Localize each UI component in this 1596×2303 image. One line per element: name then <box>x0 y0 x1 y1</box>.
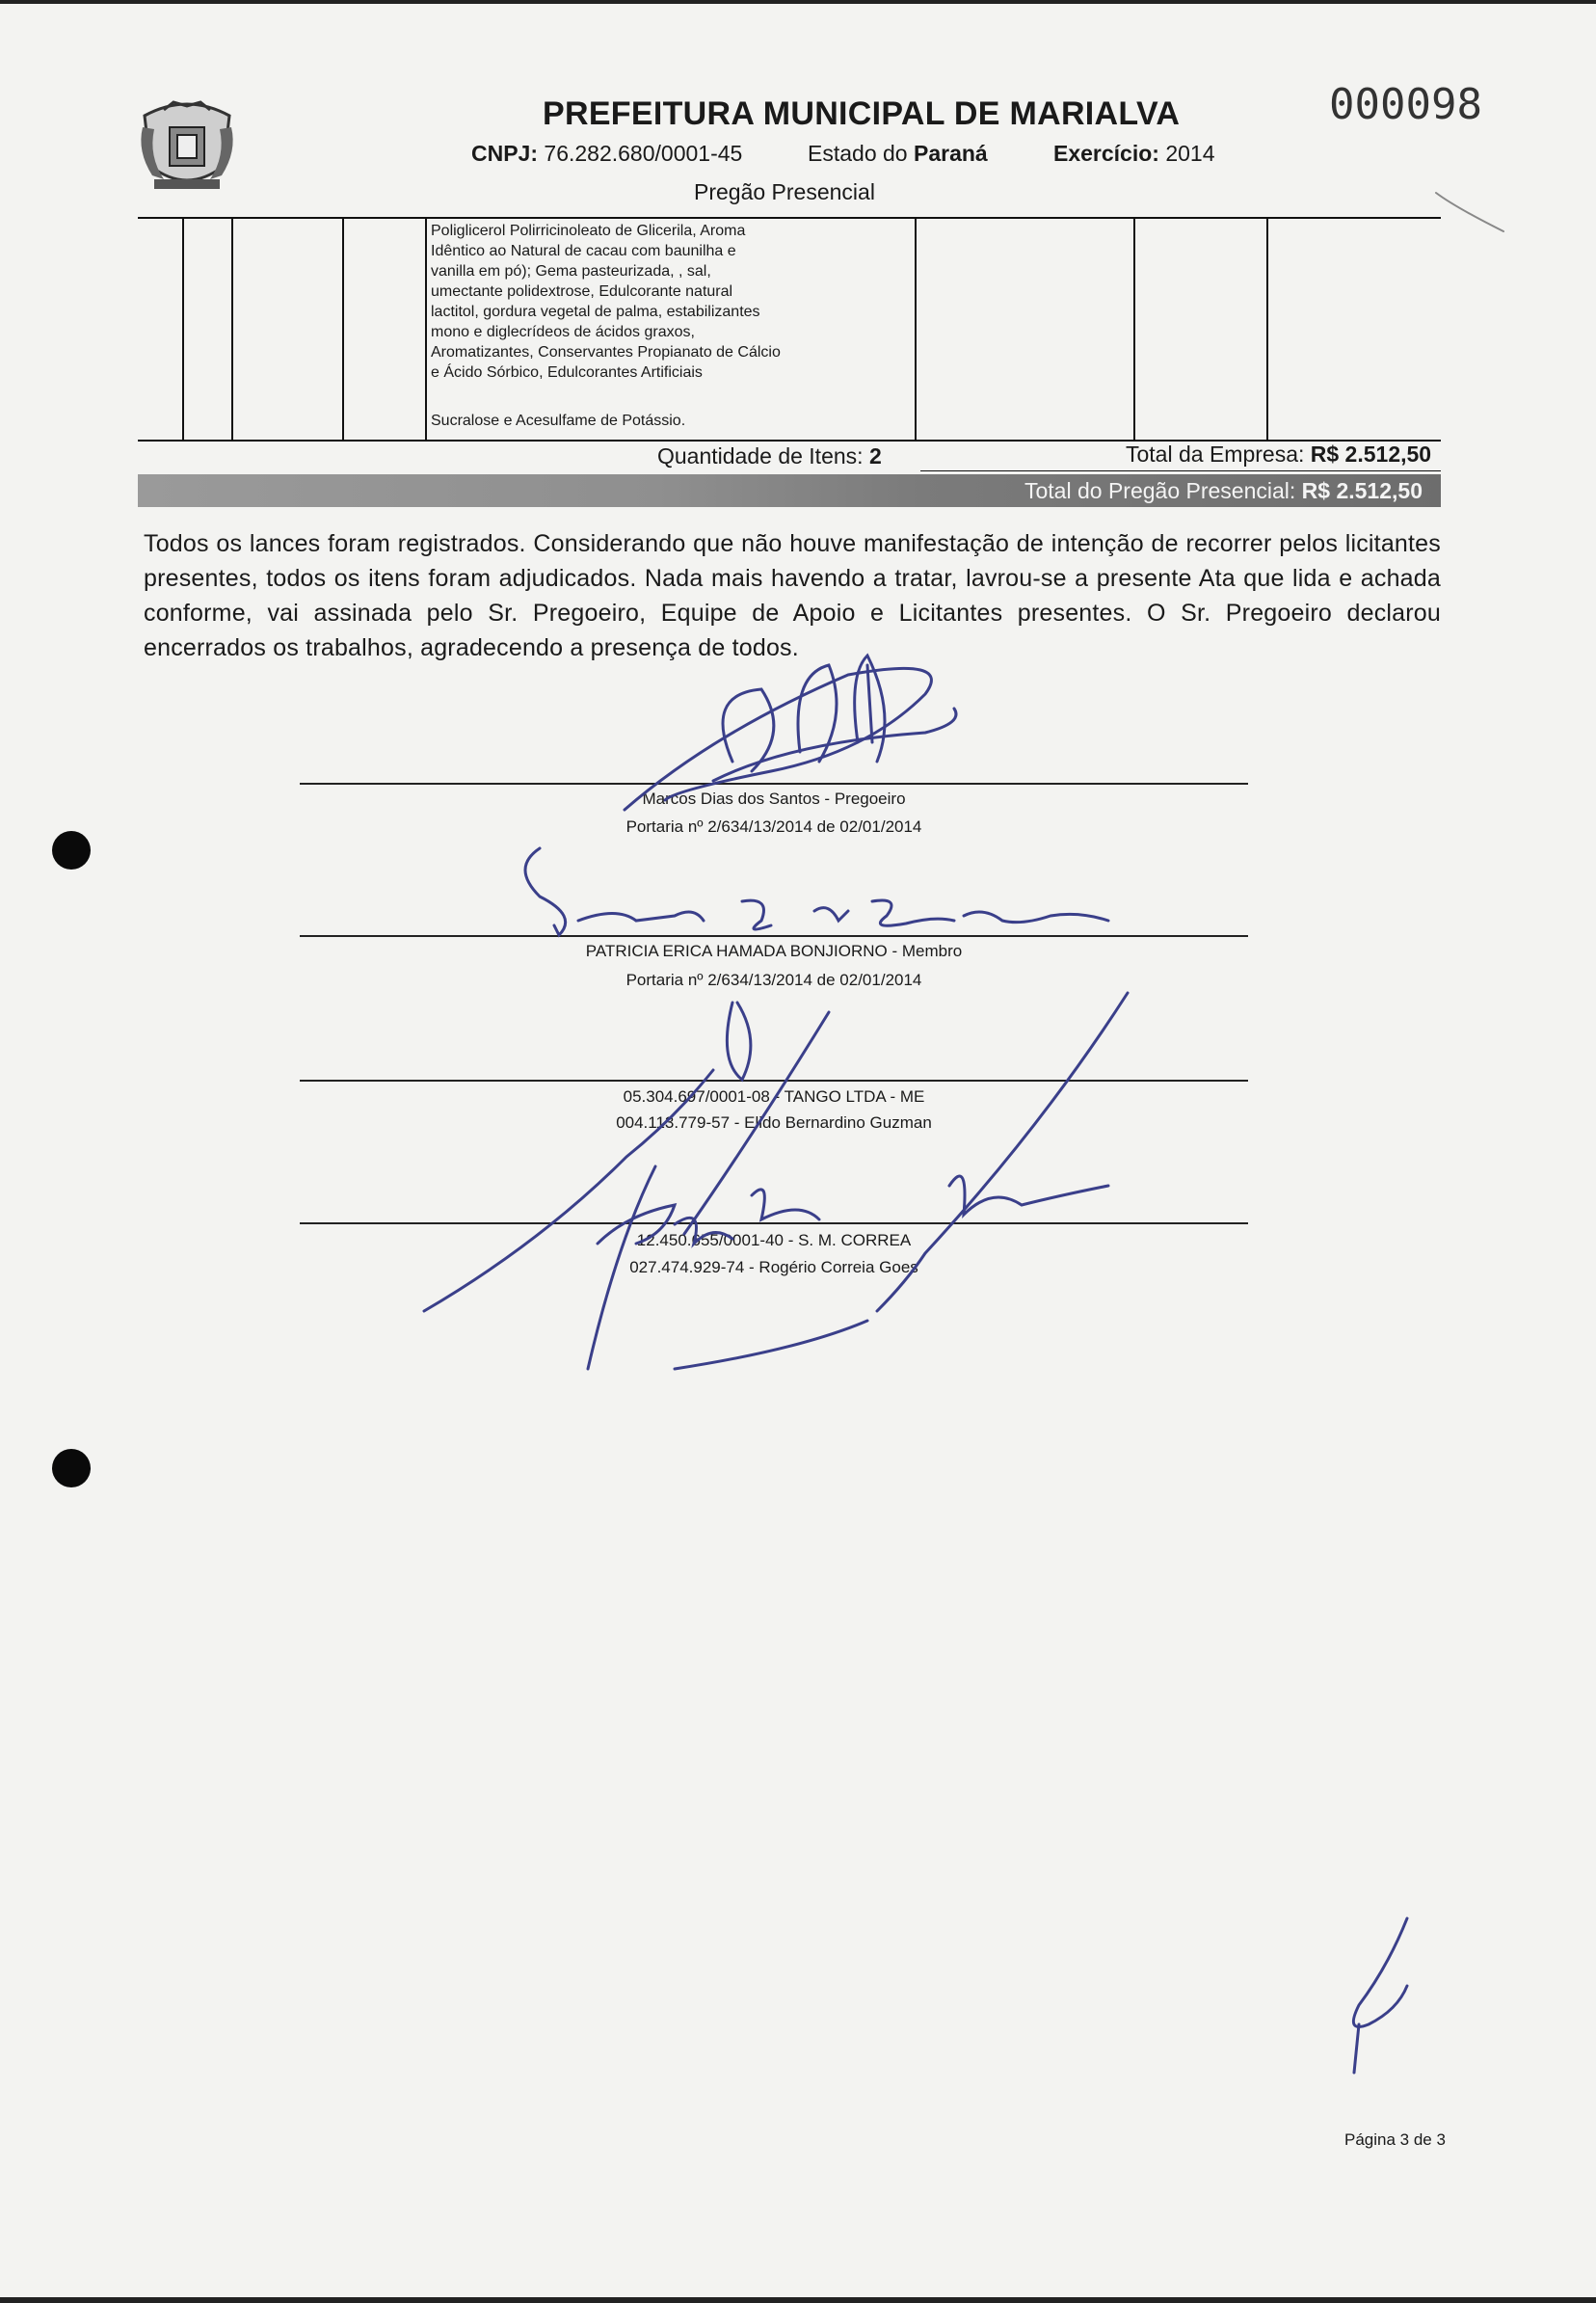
quantidade-value: 2 <box>868 443 882 469</box>
scan-border-top <box>0 0 1596 4</box>
description-line: Aromatizantes, Conservantes Propianato de Cálcio <box>431 344 781 361</box>
signature-line <box>300 935 1248 937</box>
binder-hole <box>52 1449 91 1487</box>
total-pregao-value: R$ 2.512,50 <box>1301 478 1423 503</box>
page-number: Página 3 de 3 <box>1344 2130 1446 2149</box>
description-line: mono e diglecrídeos de ácidos graxos, <box>431 324 695 340</box>
table-column-divider <box>1266 217 1268 441</box>
table-column-divider <box>425 217 427 441</box>
total-empresa-label: Total da Empresa: <box>1126 442 1305 467</box>
signature-name: PATRICIA ERICA HAMADA BONJIORNO - Membro <box>585 942 963 960</box>
description-last-line: Sucralose e Acesulfame de Potássio. <box>431 413 686 429</box>
description-line: Poliglicerol Polirricinoleato de Glicerila, Aroma <box>431 223 746 239</box>
signature-detail: Portaria nº 2/634/13/2014 de 02/01/2014 <box>625 817 922 836</box>
table-column-divider <box>231 217 233 441</box>
table-column-divider <box>1133 217 1135 441</box>
signature-name: 12.450.655/0001-40 - S. M. CORREA <box>636 1231 912 1249</box>
signature-line <box>300 783 1248 785</box>
totals-divider <box>920 470 1441 471</box>
document-number-stamp: 000098 <box>1329 80 1482 129</box>
table-top-border <box>138 217 1441 219</box>
estado-value: Paraná <box>913 141 988 166</box>
description-line: umectante polidextrose, Edulcorante natural <box>431 283 733 300</box>
closing-paragraph: Todos os lances foram registrados. Considerando que não houve manifestação de intenção de recorrer pelos licitantes presentes, todos os itens foram adjudicados. Nada mais havendo a tratar, lavrou-se a presente Ata que lida e achada conforme, vai assinada pelo Sr. Pregoeiro, Equipe de Apoio e Licitantes presentes. O Sr. Pregoeiro declarou encerrados os trabalhos, agradecendo a presença de todos. <box>144 530 1441 661</box>
estado-label: Estado do <box>808 141 908 166</box>
exercicio-field <box>1053 141 1215 167</box>
cnpj-label: CNPJ: <box>471 141 539 166</box>
total-empresa <box>1126 442 1431 468</box>
signature-name: 05.304.697/0001-08 - TANGO LTDA - ME <box>623 1087 925 1106</box>
total-pregao <box>1024 474 1423 507</box>
municipal-coat-of-arms-icon <box>135 98 239 197</box>
signature-line <box>300 1080 1248 1082</box>
signature-detail: 004.113.779-57 - Elido Bernardino Guzman <box>616 1113 932 1132</box>
description-line: Idêntico ao Natural de cacau com baunilha e <box>431 243 736 259</box>
description-line: lactitol, gordura vegetal de palma, estabilizantes <box>431 304 760 320</box>
quantidade-label: Quantidade de Itens: <box>657 443 864 469</box>
description-line: e Ácido Sórbico, Edulcorantes Artificiais <box>431 364 703 381</box>
signature-name: Marcos Dias dos Santos - Pregoeiro <box>642 790 906 808</box>
exercicio-value: 2014 <box>1165 141 1215 166</box>
cnpj-field <box>471 141 742 167</box>
scan-border-bottom <box>0 2297 1596 2303</box>
table-column-divider <box>342 217 344 441</box>
signature-line <box>300 1222 1248 1224</box>
signature-detail: Portaria nº 2/634/13/2014 de 02/01/2014 <box>625 971 922 989</box>
binder-hole <box>52 831 91 870</box>
description-line: vanilla em pó); Gema pasteurizada, , sal, <box>431 263 711 280</box>
total-empresa-value: R$ 2.512,50 <box>1310 442 1432 467</box>
signature-detail: 027.474.929-74 - Rogério Correia Goes <box>629 1258 918 1276</box>
item-description <box>431 221 913 383</box>
modalidade-label: Pregão Presencial <box>694 179 875 204</box>
table-column-divider <box>182 217 184 441</box>
cnpj-value: 76.282.680/0001-45 <box>544 141 743 166</box>
estado-field <box>808 141 988 167</box>
table-column-divider <box>915 217 917 441</box>
quantidade-itens <box>657 443 882 469</box>
total-pregao-label: Total do Pregão Presencial: <box>1024 478 1296 503</box>
exercicio-label: Exercício: <box>1053 141 1159 166</box>
page-title: PREFEITURA MUNICIPAL DE MARIALVA <box>543 95 1181 132</box>
